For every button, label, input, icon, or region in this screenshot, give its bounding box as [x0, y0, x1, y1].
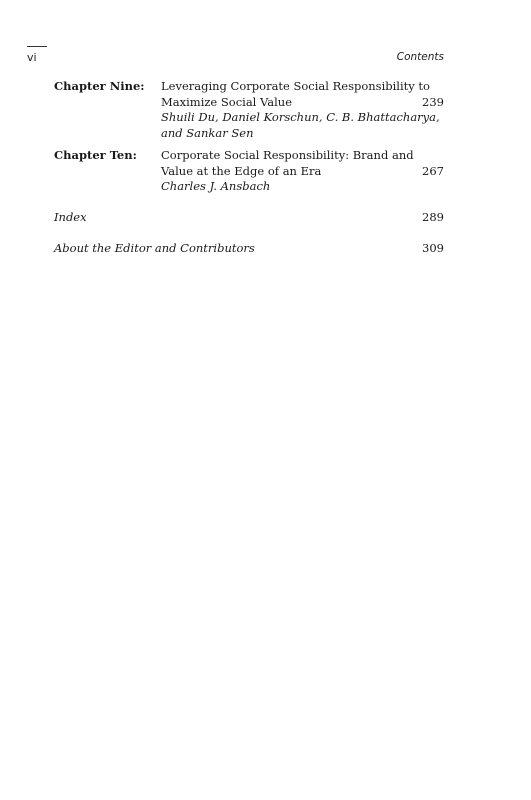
running-head: Contents: [396, 51, 444, 63]
chapter-label: Chapter Nine:: [54, 79, 145, 93]
chapter-page-number: 239: [422, 94, 444, 109]
header-rule: [27, 46, 47, 47]
backmatter-page-number: 289: [422, 210, 444, 224]
backmatter-label: About the Editor and Contributors: [54, 241, 255, 255]
chapter-title-line: Maximize Social Value: [161, 94, 293, 109]
toc-entry-index: [54, 210, 444, 226]
chapter-body: [161, 148, 414, 195]
toc-entry-about-editor: [54, 241, 444, 257]
chapter-authors-line: and Sankar Sen: [161, 125, 254, 140]
chapter-title-line: Value at the Edge of an Era: [161, 163, 322, 178]
backmatter-label: Index: [54, 210, 87, 224]
chapter-page-number: 267: [422, 163, 444, 178]
backmatter-page-number: 309: [422, 241, 444, 255]
chapter-authors-line: Charles J. Ansbach: [161, 179, 271, 193]
page-folio: vi: [27, 51, 37, 64]
toc-entry-chapter-nine: [54, 79, 444, 141]
chapter-authors-line: Shuili Du, Daniel Korschun, C. B. Bhattacharya,: [161, 110, 440, 124]
chapter-title-line: Leveraging Corporate Social Responsibility to: [161, 79, 430, 93]
chapter-label: Chapter Ten:: [54, 148, 137, 162]
toc-entry-chapter-ten: [54, 148, 444, 195]
chapter-title-line: Corporate Social Responsibility: Brand and: [161, 148, 414, 162]
